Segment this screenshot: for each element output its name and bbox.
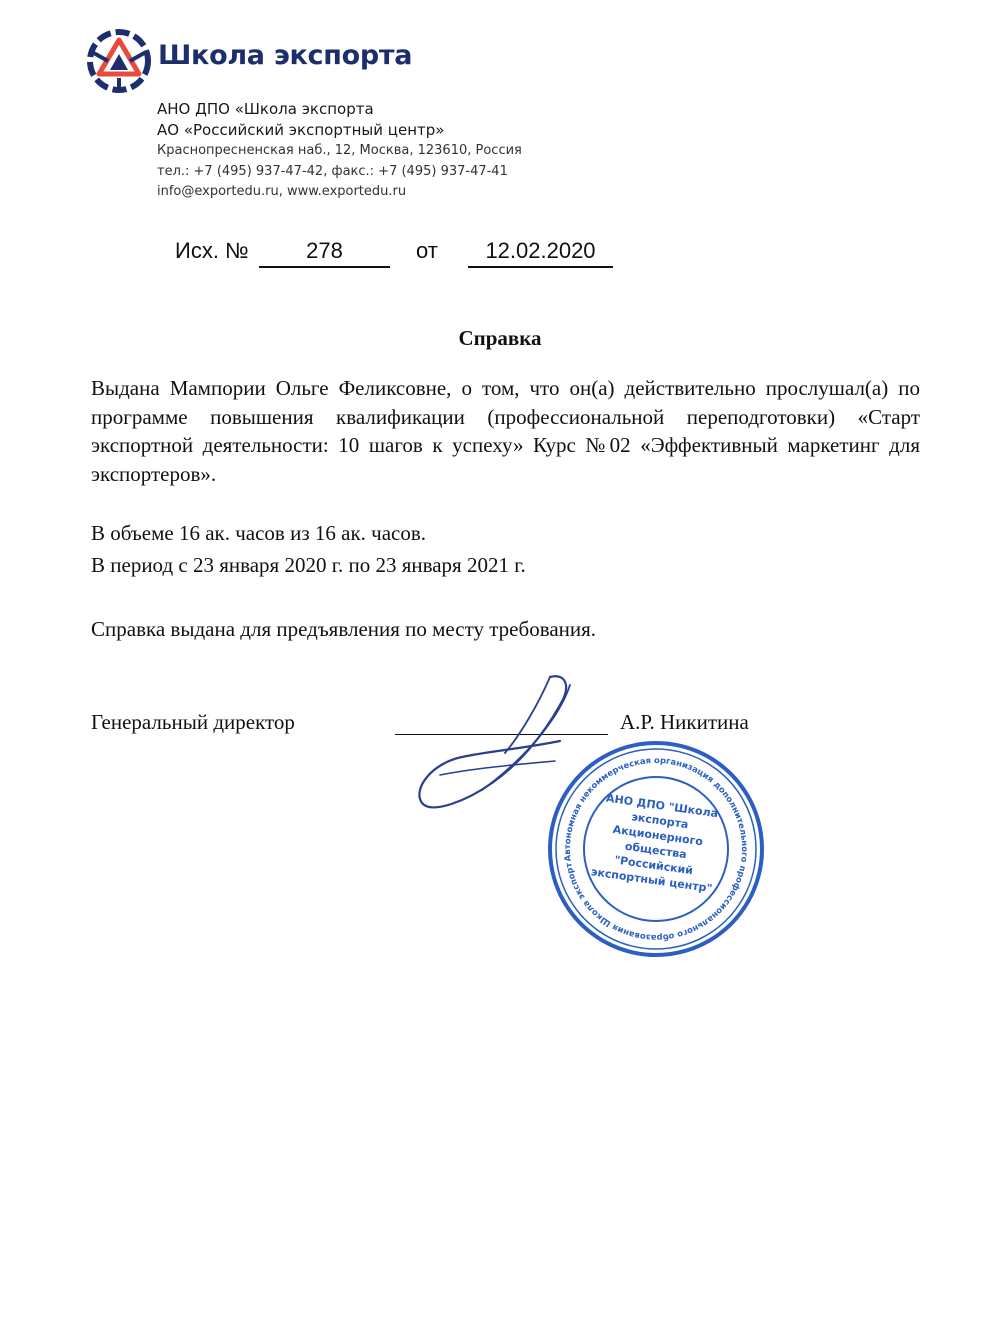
org-phones: тел.: +7 (495) 937-47-42, факс.: +7 (495) 937-47-41 (157, 163, 508, 179)
org-contacts: info@exportedu.ru, www.exportedu.ru (157, 184, 407, 199)
org-line-2: АО «Российский экспортный центр» (157, 121, 445, 139)
body-paragraph-1: Выдана Мампории Ольге Феликсовне, о том, что он(а) действительно прослушал(а) по программе повышения квалификации (профессиональной переподготовки) «Старт экспортной деятельности: 10 шагов к успеху» Курс №02 «Эффективный маркетинг для экспортеров». (91, 376, 920, 486)
school-of-export-logo-icon (86, 28, 152, 94)
svg-text:Автономная некоммерческая орга: Автономная некоммерческая организация дополнительного профессионального образования Школа экспорта (561, 754, 751, 944)
signatory-name: А.Р. Никитина (620, 710, 749, 734)
org-address: Краснопресненская наб., 12, Москва, 123610, Россия (157, 143, 522, 158)
signatory-position: Генеральный директор (91, 710, 295, 734)
brand-name: Школа экспорта (158, 40, 413, 71)
organization-block (157, 99, 522, 203)
body-paragraph-hours: В объеме 16 ак. часов из 16 ак. часов. (91, 521, 427, 545)
reference-date: 12.02.2020 (468, 238, 613, 268)
reference-number: 278 (259, 238, 390, 268)
org-line-1: АНО ДПО «Школа экспорта (157, 100, 374, 118)
reference-label: Исх. № (175, 238, 249, 263)
body-paragraph-purpose: Справка выдана для предъявления по месту требования. (91, 617, 597, 641)
body-paragraph-period: В период с 23 января 2020 г. по 23 января 2021 г. (91, 553, 526, 577)
reference-from-label: от (416, 238, 438, 263)
document-title: Справка (458, 326, 542, 350)
stamp-center-text: АНО ДПО "Школа экспорта Акционерного общества "Российский экспортный центр" (590, 791, 719, 896)
organization-stamp-icon (545, 738, 767, 960)
